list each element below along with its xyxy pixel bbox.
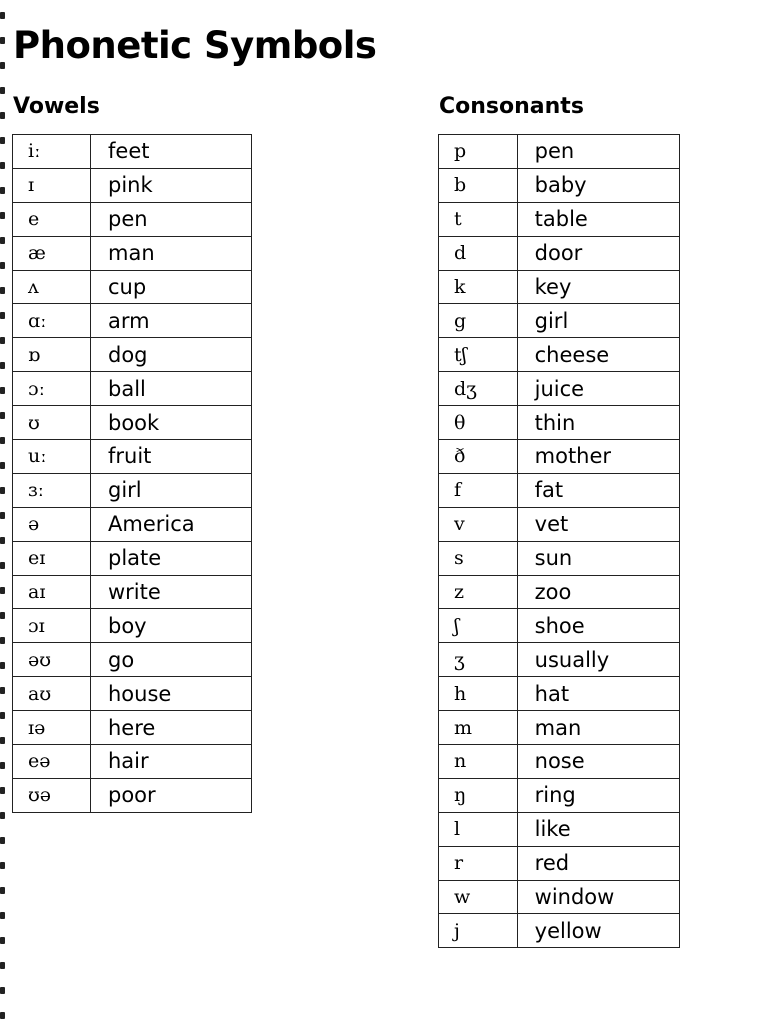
table-row bbox=[439, 473, 680, 507]
binding-mark bbox=[0, 762, 5, 769]
phonetic-symbol: ɪ bbox=[13, 168, 91, 202]
table-row bbox=[439, 135, 680, 169]
example-word: boy bbox=[91, 609, 252, 643]
example-word: pen bbox=[517, 135, 679, 169]
binding-mark bbox=[0, 412, 5, 419]
binding-mark bbox=[0, 837, 5, 844]
vowels-table bbox=[12, 134, 252, 813]
table-row bbox=[13, 778, 252, 812]
binding-mark bbox=[0, 537, 5, 544]
phonetic-symbol: p bbox=[439, 135, 518, 169]
table-row bbox=[439, 711, 680, 745]
example-word: window bbox=[517, 880, 679, 914]
table-row bbox=[13, 135, 252, 169]
table-row bbox=[13, 372, 252, 406]
binding-mark bbox=[0, 137, 5, 144]
example-word: pen bbox=[91, 202, 252, 236]
binding-mark bbox=[0, 237, 5, 244]
example-word: pink bbox=[91, 168, 252, 202]
example-word: usually bbox=[517, 643, 679, 677]
example-word: America bbox=[91, 507, 252, 541]
table-row bbox=[13, 168, 252, 202]
example-word: ball bbox=[91, 372, 252, 406]
binding-mark bbox=[0, 162, 5, 169]
table-row bbox=[439, 507, 680, 541]
example-word: dog bbox=[91, 338, 252, 372]
table-row bbox=[13, 304, 252, 338]
example-word: red bbox=[517, 846, 679, 880]
binding-mark bbox=[0, 937, 5, 944]
binding-mark bbox=[0, 362, 5, 369]
phonetic-symbol: uː bbox=[13, 440, 91, 474]
binding-mark bbox=[0, 212, 5, 219]
phonetic-symbol: ɜː bbox=[13, 473, 91, 507]
table-row bbox=[439, 745, 680, 779]
phonetic-symbol: ɑː bbox=[13, 304, 91, 338]
table-row bbox=[439, 372, 680, 406]
binding-mark bbox=[0, 637, 5, 644]
table-row bbox=[439, 304, 680, 338]
example-word: arm bbox=[91, 304, 252, 338]
table-row bbox=[13, 236, 252, 270]
table-row bbox=[439, 541, 680, 575]
example-word: shoe bbox=[517, 609, 679, 643]
binding-mark bbox=[0, 287, 5, 294]
table-row bbox=[13, 338, 252, 372]
example-word: plate bbox=[91, 541, 252, 575]
phonetic-symbol: v bbox=[439, 507, 518, 541]
binding-mark bbox=[0, 487, 5, 494]
table-row bbox=[13, 406, 252, 440]
binding-mark bbox=[0, 587, 5, 594]
table-row bbox=[439, 338, 680, 372]
binding-mark bbox=[0, 312, 5, 319]
phonetic-symbol: w bbox=[439, 880, 518, 914]
example-word: house bbox=[91, 677, 252, 711]
example-word: girl bbox=[91, 473, 252, 507]
example-word: like bbox=[517, 812, 679, 846]
phonetic-symbol: b bbox=[439, 168, 518, 202]
phonetic-symbol: iː bbox=[13, 135, 91, 169]
example-word: man bbox=[91, 236, 252, 270]
table-row bbox=[13, 440, 252, 474]
phonetic-symbol: m bbox=[439, 711, 518, 745]
binding-mark bbox=[0, 62, 5, 69]
example-word: go bbox=[91, 643, 252, 677]
phonetic-symbol: l bbox=[439, 812, 518, 846]
table-row bbox=[439, 778, 680, 812]
phonetic-symbol: f bbox=[439, 473, 518, 507]
example-word: book bbox=[91, 406, 252, 440]
binding-mark bbox=[0, 337, 5, 344]
phonetic-symbol: ʃ bbox=[439, 609, 518, 643]
spiral-binding-edge bbox=[0, 0, 8, 1024]
binding-mark bbox=[0, 787, 5, 794]
example-word: hat bbox=[517, 677, 679, 711]
phonetic-symbol: ʒ bbox=[439, 643, 518, 677]
phonetic-symbol: k bbox=[439, 270, 518, 304]
phonetic-symbol: j bbox=[439, 914, 518, 948]
binding-mark bbox=[0, 887, 5, 894]
phonetic-symbol: ɒ bbox=[13, 338, 91, 372]
table-row bbox=[13, 541, 252, 575]
example-word: poor bbox=[91, 778, 252, 812]
table-row bbox=[13, 711, 252, 745]
binding-mark bbox=[0, 12, 5, 19]
example-word: girl bbox=[517, 304, 679, 338]
phonetic-symbol: əʊ bbox=[13, 643, 91, 677]
table-row bbox=[13, 609, 252, 643]
example-word: feet bbox=[91, 135, 252, 169]
phonetic-symbol: r bbox=[439, 846, 518, 880]
table-row bbox=[439, 202, 680, 236]
phonetic-symbol: h bbox=[439, 677, 518, 711]
example-word: hair bbox=[91, 745, 252, 779]
example-word: key bbox=[517, 270, 679, 304]
example-word: fruit bbox=[91, 440, 252, 474]
binding-mark bbox=[0, 462, 5, 469]
binding-mark bbox=[0, 862, 5, 869]
binding-mark bbox=[0, 562, 5, 569]
phonetic-symbol: t bbox=[439, 202, 518, 236]
binding-mark bbox=[0, 912, 5, 919]
example-word: sun bbox=[517, 541, 679, 575]
example-word: baby bbox=[517, 168, 679, 202]
binding-mark bbox=[0, 262, 5, 269]
phonetic-symbol: eɪ bbox=[13, 541, 91, 575]
table-row bbox=[439, 440, 680, 474]
example-word: yellow bbox=[517, 914, 679, 948]
example-word: cup bbox=[91, 270, 252, 304]
table-row bbox=[439, 406, 680, 440]
table-row bbox=[439, 812, 680, 846]
table-row bbox=[439, 880, 680, 914]
table-row bbox=[13, 575, 252, 609]
binding-mark bbox=[0, 612, 5, 619]
example-word: thin bbox=[517, 406, 679, 440]
example-word: fat bbox=[517, 473, 679, 507]
binding-mark bbox=[0, 962, 5, 969]
table-row bbox=[439, 270, 680, 304]
phonetic-symbol: aʊ bbox=[13, 677, 91, 711]
example-word: man bbox=[517, 711, 679, 745]
example-word: here bbox=[91, 711, 252, 745]
binding-mark bbox=[0, 812, 5, 819]
phonetic-symbol: dʒ bbox=[439, 372, 518, 406]
table-row bbox=[439, 236, 680, 270]
table-row bbox=[439, 846, 680, 880]
phonetic-symbol: ʌ bbox=[13, 270, 91, 304]
binding-mark bbox=[0, 437, 5, 444]
binding-mark bbox=[0, 112, 5, 119]
phonetic-symbol: ʊ bbox=[13, 406, 91, 440]
example-word: write bbox=[91, 575, 252, 609]
example-word: cheese bbox=[517, 338, 679, 372]
phonetic-symbol: d bbox=[439, 236, 518, 270]
page-title: Phonetic Symbols bbox=[13, 24, 377, 67]
binding-mark bbox=[0, 737, 5, 744]
table-row bbox=[13, 643, 252, 677]
vowels-heading: Vowels bbox=[13, 94, 100, 119]
phonetic-symbol: ɔɪ bbox=[13, 609, 91, 643]
binding-mark bbox=[0, 187, 5, 194]
binding-mark bbox=[0, 387, 5, 394]
consonants-table bbox=[438, 134, 680, 948]
table-row bbox=[439, 914, 680, 948]
phonetic-symbol: θ bbox=[439, 406, 518, 440]
binding-mark bbox=[0, 512, 5, 519]
example-word: vet bbox=[517, 507, 679, 541]
phonetic-symbol: z bbox=[439, 575, 518, 609]
phonetic-symbol: n bbox=[439, 745, 518, 779]
phonetic-symbol: æ bbox=[13, 236, 91, 270]
consonants-heading: Consonants bbox=[439, 94, 584, 119]
binding-mark bbox=[0, 712, 5, 719]
example-word: mother bbox=[517, 440, 679, 474]
table-row bbox=[13, 745, 252, 779]
phonetic-symbol: e bbox=[13, 202, 91, 236]
phonetic-symbol: ʊə bbox=[13, 778, 91, 812]
table-row bbox=[439, 677, 680, 711]
example-word: zoo bbox=[517, 575, 679, 609]
table-row bbox=[439, 609, 680, 643]
table-row bbox=[13, 473, 252, 507]
phonetic-symbol: ŋ bbox=[439, 778, 518, 812]
example-word: door bbox=[517, 236, 679, 270]
example-word: juice bbox=[517, 372, 679, 406]
binding-mark bbox=[0, 662, 5, 669]
table-row bbox=[13, 270, 252, 304]
phonetic-symbol: ə bbox=[13, 507, 91, 541]
example-word: nose bbox=[517, 745, 679, 779]
phonetic-symbol: aɪ bbox=[13, 575, 91, 609]
phonetic-symbol: ɪə bbox=[13, 711, 91, 745]
table-row bbox=[439, 643, 680, 677]
example-word: ring bbox=[517, 778, 679, 812]
table-row bbox=[13, 507, 252, 541]
phonetic-symbol: g bbox=[439, 304, 518, 338]
binding-mark bbox=[0, 37, 5, 44]
phonetic-symbol: tʃ bbox=[439, 338, 518, 372]
binding-mark bbox=[0, 987, 5, 994]
binding-mark bbox=[0, 687, 5, 694]
phonetic-symbol: eə bbox=[13, 745, 91, 779]
phonetic-symbol: ð bbox=[439, 440, 518, 474]
table-row bbox=[13, 202, 252, 236]
phonetic-symbol: s bbox=[439, 541, 518, 575]
table-row bbox=[13, 677, 252, 711]
binding-mark bbox=[0, 87, 5, 94]
table-row bbox=[439, 575, 680, 609]
phonetic-symbol: ɔː bbox=[13, 372, 91, 406]
example-word: table bbox=[517, 202, 679, 236]
binding-mark bbox=[0, 1012, 5, 1019]
table-row bbox=[439, 168, 680, 202]
